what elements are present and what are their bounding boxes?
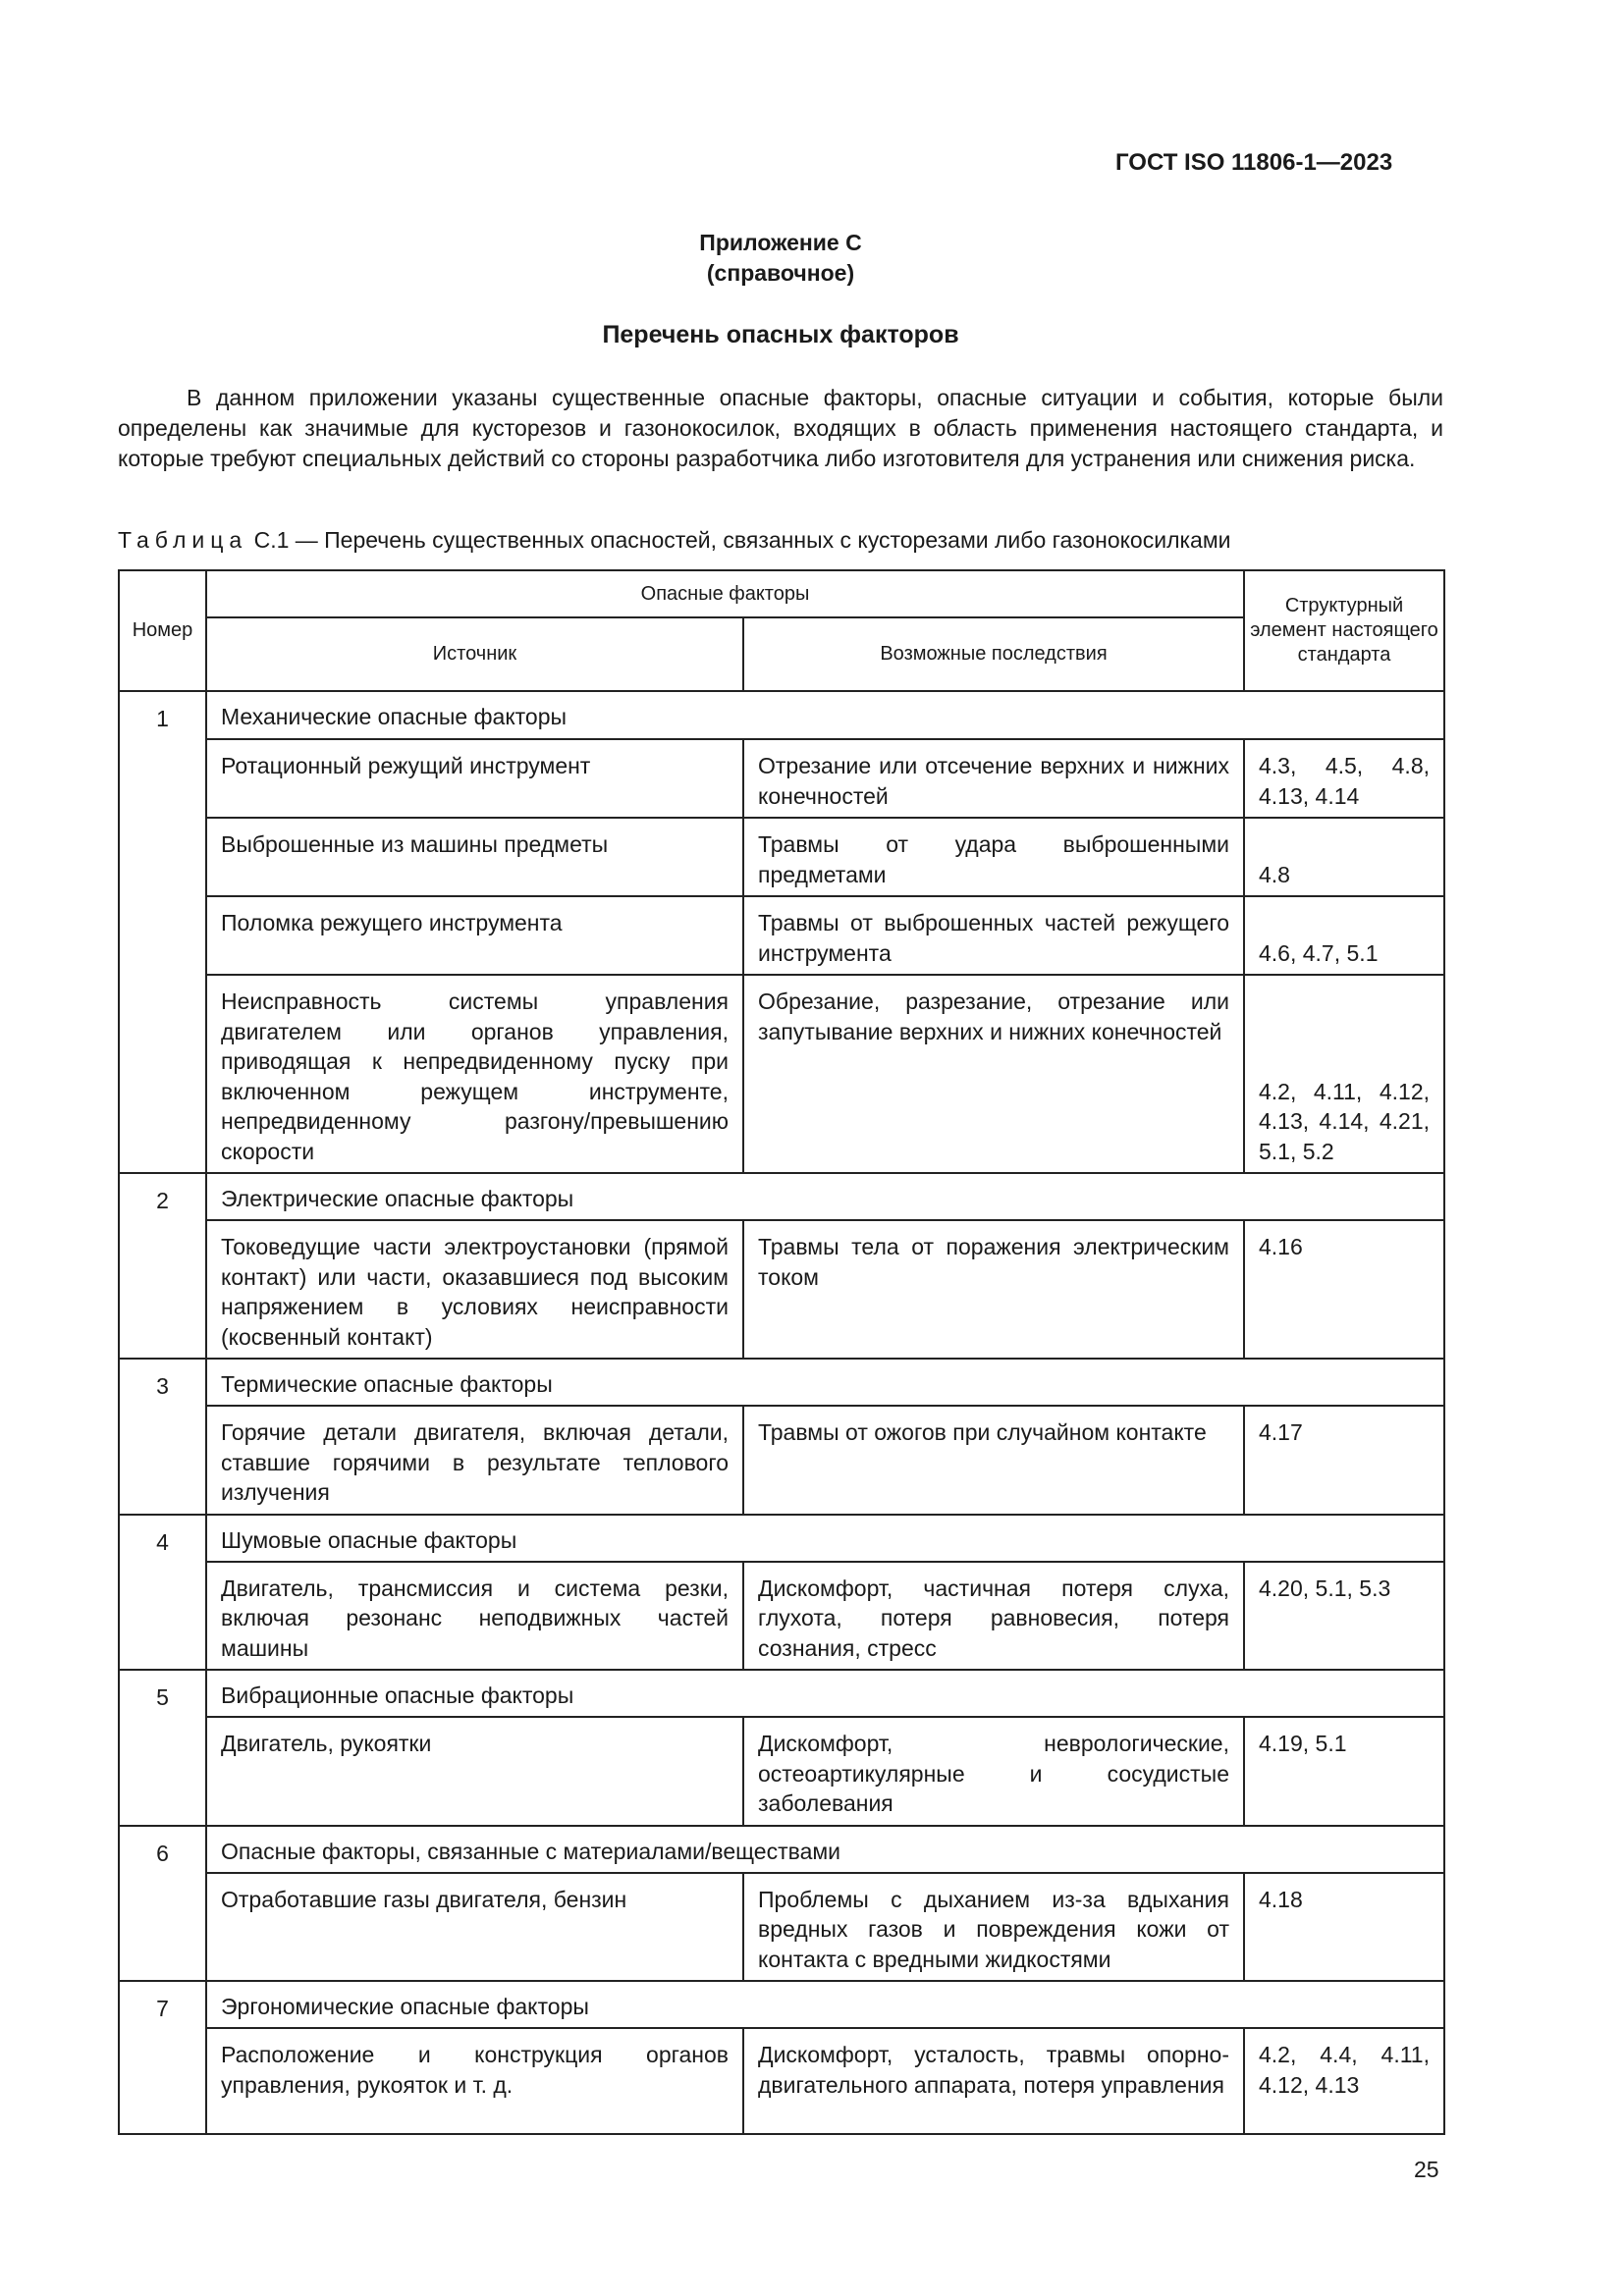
group-row [119, 691, 1444, 739]
group-title: Вибрационные опасные факторы [206, 1670, 1444, 1717]
table-row [119, 2028, 1444, 2134]
group-row [119, 1981, 1444, 2028]
reference-cell: 4.16 [1244, 1220, 1444, 1359]
table-caption-prefix: Таблица [118, 527, 248, 553]
group-row [119, 1826, 1444, 1873]
consequence-cell: Отрезание или отсечение верхних и нижних конечностей [743, 739, 1244, 818]
group-row [119, 1359, 1444, 1406]
reference-cell: 4.2, 4.11, 4.12, 4.13, 4.14, 4.21, 5.1, 5.2 [1244, 975, 1444, 1173]
consequence-cell: Травмы от ожогов при случайном контакте [743, 1406, 1244, 1515]
header-number: Номер [119, 570, 206, 691]
group-row [119, 1515, 1444, 1562]
source-cell: Отработавшие газы двигателя, бензин [206, 1873, 743, 1982]
reference-cell: 4.8 [1244, 818, 1444, 896]
consequence-cell: Проблемы с дыханием из-за вдыхания вредных газов и повреждения кожи от контакта с вредными жидкостями [743, 1873, 1244, 1982]
group-number: 7 [119, 1981, 206, 2134]
source-cell: Двигатель, рукоятки [206, 1717, 743, 1826]
header-source: Источник [206, 617, 743, 691]
reference-cell: 4.17 [1244, 1406, 1444, 1515]
consequence-cell: Дискомфорт, неврологические, остеоартикулярные и сосудистые заболевания [743, 1717, 1244, 1826]
appendix-title: Приложение С [699, 230, 862, 255]
group-number: 5 [119, 1670, 206, 1826]
reference-cell: 4.20, 5.1, 5.3 [1244, 1562, 1444, 1671]
consequence-cell: Обрезание, разрезание, отрезание или запутывание верхних и нижних конечностей [743, 975, 1244, 1173]
source-cell: Горячие детали двигателя, включая детали, ставшие горячими в результате теплового излучения [206, 1406, 743, 1515]
intro-paragraph: В данном приложении указаны существенные опасные факторы, опасные ситуации и события, которые были определены как значимые для кусторезов и газонокосилок, входящих в область применения настоящего стандарта, и которые требуют специальных действий со стороны разработчика либо изготовителя для устранения или снижения риска. [118, 385, 1443, 471]
table-row [119, 1406, 1444, 1515]
consequence-cell: Травмы тела от поражения электрическим током [743, 1220, 1244, 1359]
consequence-cell: Травмы от выброшенных частей режущего инструмента [743, 896, 1244, 975]
table-caption [118, 527, 1231, 554]
group-number: 3 [119, 1359, 206, 1515]
group-title: Механические опасные факторы [206, 691, 1444, 739]
group-title: Электрические опасные факторы [206, 1173, 1444, 1220]
group-title: Термические опасные факторы [206, 1359, 1444, 1406]
reference-cell: 4.3, 4.5, 4.8, 4.13, 4.14 [1244, 739, 1444, 818]
group-number: 4 [119, 1515, 206, 1671]
group-row [119, 1670, 1444, 1717]
table-row [119, 739, 1444, 818]
table-row [119, 1717, 1444, 1826]
source-cell: Поломка режущего инструмента [206, 896, 743, 975]
reference-cell: 4.18 [1244, 1873, 1444, 1982]
source-cell: Токоведущие части электроустановки (прямой контакт) или части, оказавшиеся под высоким напряжением в условиях неисправности (косвенный контакт) [206, 1220, 743, 1359]
standard-number: ГОСТ ISO 11806-1—2023 [1115, 149, 1393, 176]
appendix-subtitle: (справочное) [706, 260, 855, 286]
table-row [119, 1562, 1444, 1671]
source-cell: Двигатель, трансмиссия и система резки, включая резонанс неподвижных частей машины [206, 1562, 743, 1671]
page-number: 25 [1414, 2157, 1439, 2182]
consequence-cell: Дискомфорт, усталость, травмы опорно-двигательного аппарата, потеря управления [743, 2028, 1244, 2134]
consequence-cell: Травмы от удара выброшенными предметами [743, 818, 1244, 896]
group-number: 2 [119, 1173, 206, 1359]
header-element: Структурный элемент настоящего стандарта [1244, 570, 1444, 691]
group-row [119, 1173, 1444, 1220]
group-title: Шумовые опасные факторы [206, 1515, 1444, 1562]
section-title: Перечень опасных факторов [602, 321, 959, 348]
table-row [119, 975, 1444, 1173]
reference-cell: 4.19, 5.1 [1244, 1717, 1444, 1826]
group-number: 1 [119, 691, 206, 1173]
hazards-table [118, 569, 1445, 2135]
group-number: 6 [119, 1826, 206, 1982]
group-title: Опасные факторы, связанные с материалами/веществами [206, 1826, 1444, 1873]
source-cell: Неисправность системы управления двигателем или органов управления, приводящая к непредвиденному пуску при включенном режущем инструменте, непредвиденному разгону/превышению скорости [206, 975, 743, 1173]
consequence-cell: Дискомфорт, частичная потеря слуха, глухота, потеря равновесия, потеря сознания, стресс [743, 1562, 1244, 1671]
reference-cell: 4.6, 4.7, 5.1 [1244, 896, 1444, 975]
group-title: Эргономические опасные факторы [206, 1981, 1444, 2028]
source-cell: Выброшенные из машины предметы [206, 818, 743, 896]
reference-cell: 4.2, 4.4, 4.11, 4.12, 4.13 [1244, 2028, 1444, 2134]
table-row [119, 896, 1444, 975]
appendix-heading [0, 228, 1561, 289]
source-cell: Ротационный режущий инструмент [206, 739, 743, 818]
source-cell: Расположение и конструкция органов управления, рукояток и т. д. [206, 2028, 743, 2134]
header-consequences: Возможные последствия [743, 617, 1244, 691]
header-hazards: Опасные факторы [206, 570, 1244, 617]
table-row [119, 1873, 1444, 1982]
table-row [119, 818, 1444, 896]
table-row [119, 1220, 1444, 1359]
table-caption-text: С.1 — Перечень существенных опасностей, связанных с кусторезами либо газонокосилками [253, 527, 1231, 553]
